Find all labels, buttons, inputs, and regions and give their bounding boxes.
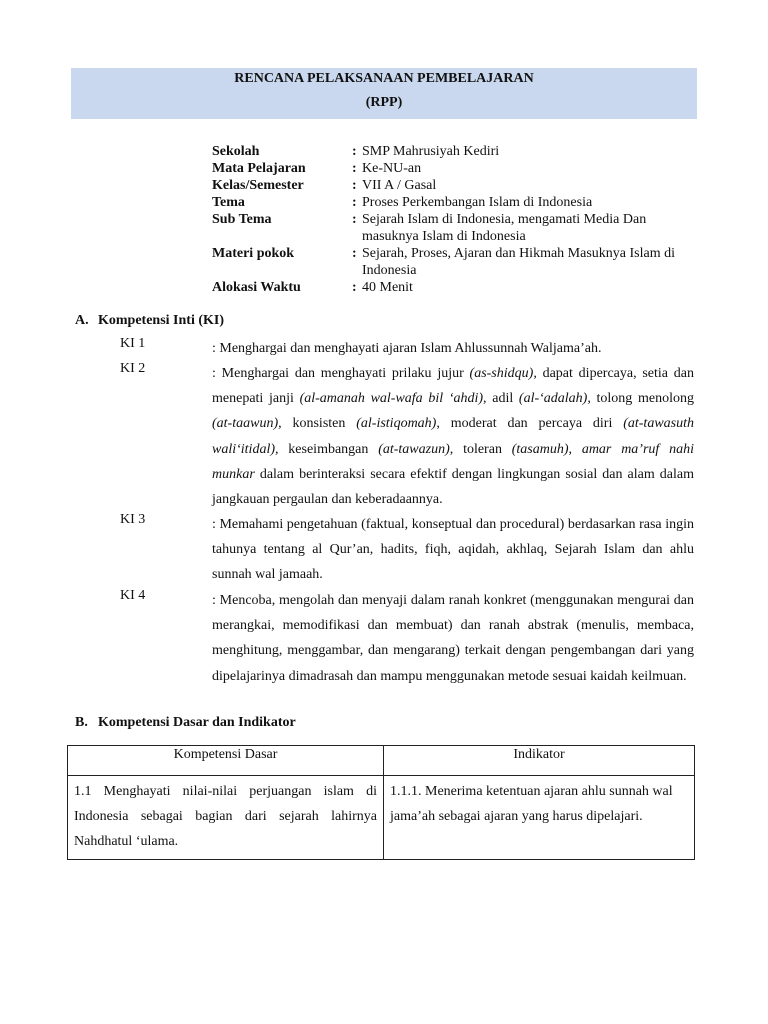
section-heading-b	[75, 715, 296, 731]
ki-text-italic: (at-tawazun)	[378, 441, 450, 457]
info-row-alokasi-waktu	[212, 279, 702, 296]
table-row	[68, 776, 695, 860]
ki-text-segment: , tolong menolong	[587, 391, 694, 407]
info-row-materi-pokok	[212, 245, 702, 279]
document-title-banner	[71, 68, 697, 119]
ki-text-segment: : Mencoba, mengolah dan menyaji dalam ranah konkret (menggunakan mengurai dan merangkai, memodifikasi dan membuat) dan ranah abstrak (menulis, membaca, menghitung, menggambar, dan mengarang) terkait dengan pengembangan dari yang dipelajarinya dimadrasah dan mampu menggunakan metode sesuai kaidah keilmuan.	[212, 593, 694, 684]
section-heading-a	[75, 313, 224, 329]
info-value: 40 Menit	[362, 280, 413, 295]
info-separator: :	[352, 178, 357, 193]
document-subtitle: (RPP)	[365, 95, 403, 110]
ki-text-italic: (at-taawun)	[212, 416, 279, 432]
ki-text-italic: (al-istiqomah)	[356, 416, 437, 432]
info-separator: :	[352, 161, 357, 176]
table-cell-indikator: 1.1.1. Menerima ketentuan ajaran ahlu sunnah wal jama’ah sebagai ajaran yang harus dipelajari.	[384, 776, 695, 860]
info-value: Ke-NU-an	[362, 161, 422, 176]
ki-text-segment: , dapat dipercaya, setia dan menepati janji	[212, 366, 694, 407]
info-row-tema	[212, 194, 702, 211]
ki-text	[212, 588, 694, 689]
ki-text-segment: , adil	[483, 391, 519, 407]
info-key: Mata Pelajaran	[212, 161, 306, 176]
info-separator: :	[352, 280, 357, 295]
info-value: Sejarah Islam di Indonesia, mengamati Media Dan masuknya Islam di Indonesia	[362, 212, 647, 244]
ki-text	[212, 336, 694, 361]
section-title: Kompetensi Dasar dan Indikator	[98, 715, 296, 730]
ki-text-segment: , konsisten	[278, 416, 357, 432]
info-row-sekolah	[212, 143, 702, 160]
section-title: Kompetensi Inti (KI)	[98, 313, 224, 328]
section-number: A.	[75, 313, 89, 328]
ki-text-italic: (as-shidqu)	[469, 366, 534, 381]
info-value: Sejarah, Proses, Ajaran dan Hikmah Masuknya Islam di Indonesia	[362, 246, 675, 278]
ki-text-segment: : Menghargai dan menghayati ajaran Islam Ahlussunnah Waljama’ah.	[212, 341, 602, 356]
ki-text-segment: , moderat dan percaya diri	[436, 416, 624, 432]
info-separator: :	[352, 144, 357, 159]
ki-text-italic: (al-‘adalah)	[518, 391, 588, 407]
ki-label: KI 2	[120, 361, 146, 376]
identity-block	[212, 143, 702, 296]
info-row-sub-tema	[212, 211, 702, 245]
ki-text	[212, 361, 694, 512]
document-title: RENCANA PELAKSANAAN PEMBELAJARAN	[234, 71, 534, 86]
ki-text	[212, 512, 694, 588]
info-key: Tema	[212, 195, 245, 210]
kompetensi-dasar-table	[67, 745, 695, 860]
ki-text-segment: : Menghargai dan menghayati prilaku jujur	[212, 366, 470, 381]
info-value: SMP Mahrusiyah Kediri	[362, 144, 500, 159]
ki-label: KI 3	[120, 512, 146, 527]
info-separator: :	[352, 212, 357, 227]
info-row-mata-pelajaran	[212, 160, 702, 177]
info-value: Proses Perkembangan Islam di Indonesia	[362, 195, 593, 210]
info-key: Kelas/Semester	[212, 178, 304, 193]
info-key: Sub Tema	[212, 212, 272, 227]
ki-text-segment: : Memahami pengetahuan (faktual, konseptual dan procedural) berdasarkan rasa ingin tahunya tentang al Qur’an, hadits, fiqh, aqidah, akhlaq, Sejarah Islam dan ahlu sunnah wal jamaah.	[212, 517, 694, 583]
table-cell-kompetensi: 1.1 Menghayati nilai-nilai perjuangan islam di Indonesia sebagai bagian dari sejarah lahirnya Nahdhatul ‘ulama.	[68, 776, 384, 860]
info-key: Alokasi Waktu	[212, 280, 301, 295]
ki-text-italic: (tasamuh), amar ma’ruf nahi munkar	[212, 441, 694, 482]
info-separator: :	[352, 246, 357, 261]
info-key: Materi pokok	[212, 246, 295, 261]
ki-text-segment: dalam berinteraksi secara efektif dengan lingkungan sosial dan alam dalam jangkauan pergaulan dan keberadaannya.	[212, 466, 694, 508]
info-row-kelas-semester	[212, 177, 702, 194]
info-key: Sekolah	[212, 144, 260, 159]
ki-text-italic: (al-amanah wal-wafa bil ‘ahdi)	[299, 391, 484, 407]
column-header-kompetensi-dasar: Kompetensi Dasar	[68, 746, 384, 776]
section-number: B.	[75, 715, 88, 730]
ki-label: KI 1	[120, 336, 146, 351]
info-value: VII A / Gasal	[362, 178, 437, 193]
ki-label: KI 4	[120, 588, 146, 603]
info-separator: :	[352, 195, 357, 210]
ki-text-segment: , toleran	[449, 441, 512, 457]
column-header-indikator: Indikator	[384, 746, 695, 776]
ki-text-italic: (at-tawasuth wali‘itidal),	[212, 416, 694, 457]
table-header-row	[68, 746, 695, 776]
ki-text-segment: keseimbangan	[278, 441, 379, 457]
